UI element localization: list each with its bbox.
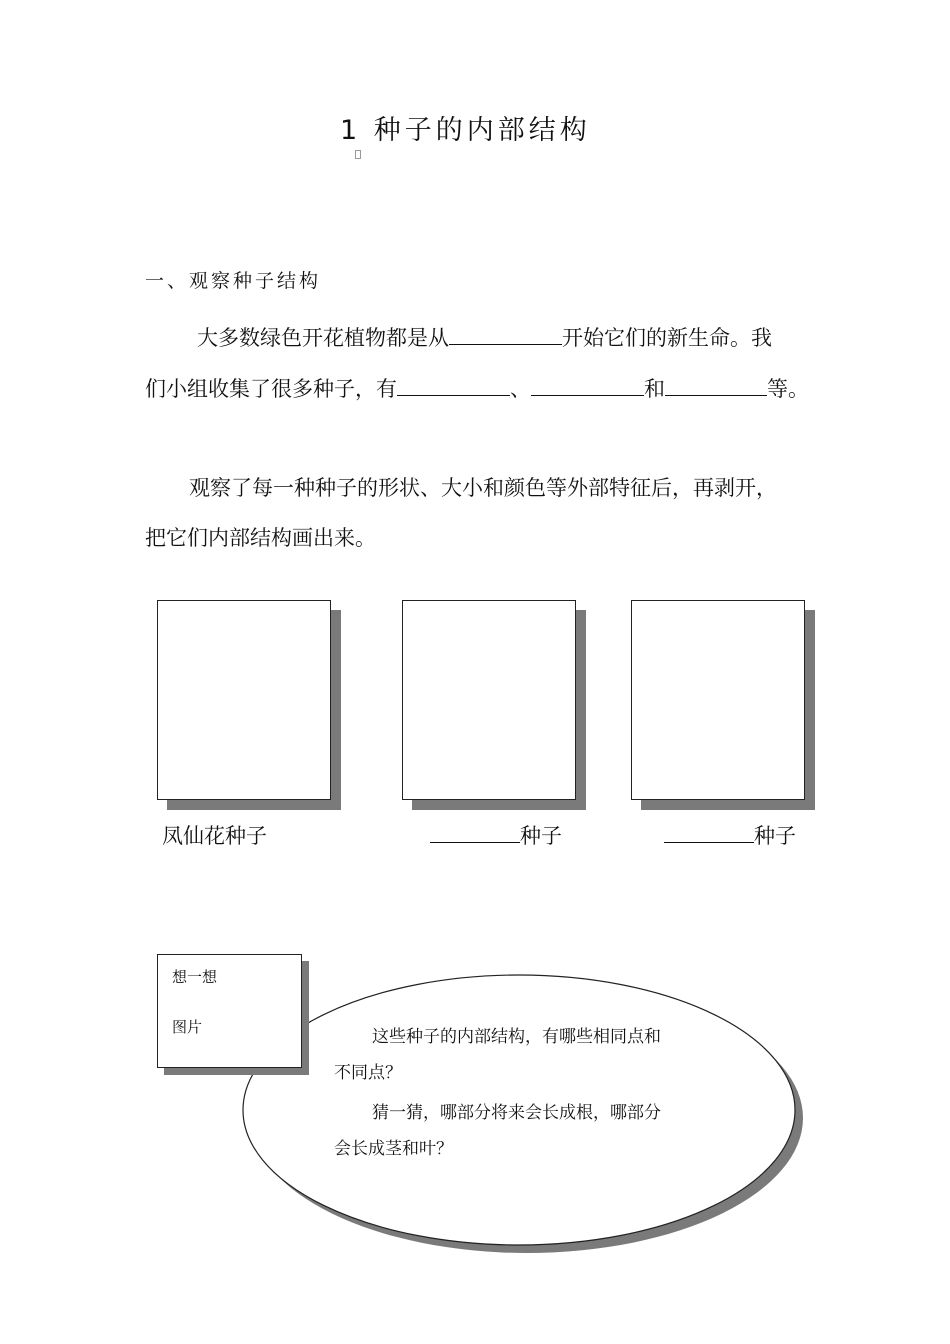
bubble-question2-line1: 猜一猜，哪部分将来会长成根，哪部分 xyxy=(372,1103,661,1123)
paragraph1-text-c: 们小组收集了很多种子，有 xyxy=(145,377,397,402)
bubble-question1-line2: 不同点？ xyxy=(334,1063,402,1083)
fill-blank-1[interactable] xyxy=(449,322,562,345)
paragraph1-text-a: 大多数绿色开花植物都是从 xyxy=(197,326,449,351)
fill-blank-4[interactable] xyxy=(665,373,767,396)
paragraph1-text-d: 等。 xyxy=(767,377,809,402)
caption-3-text: 种子 xyxy=(754,824,796,848)
think-box xyxy=(157,954,302,1068)
think-label: 想一想 xyxy=(172,968,218,986)
separator-and: 和 xyxy=(644,377,665,402)
fill-blank-3[interactable] xyxy=(531,373,644,396)
caption-1: 凤仙花种子 xyxy=(162,824,267,848)
caption-blank-3[interactable] xyxy=(664,820,754,843)
page-title: 1 种子的内部结构 xyxy=(340,115,591,146)
paragraph1-line1 xyxy=(197,322,772,352)
separator-comma: 、 xyxy=(510,377,531,402)
bubble-question2-line2: 会长成茎和叶？ xyxy=(334,1139,453,1159)
bubble-question1-line1: 这些种子的内部结构，有哪些相同点和 xyxy=(372,1027,661,1047)
drawing-box-3[interactable] xyxy=(631,600,805,800)
title-mark xyxy=(355,150,361,159)
caption-blank-2[interactable] xyxy=(430,820,520,843)
paragraph1-line2 xyxy=(145,373,809,403)
paragraph2-line1: 观察了每一种种子的形状、大小和颜色等外部特征后，再剥开， xyxy=(189,476,777,500)
caption-2-text: 种子 xyxy=(520,824,562,848)
paragraph1-text-b: 开始它们的新生命。我 xyxy=(562,326,772,351)
drawing-box-1[interactable] xyxy=(157,600,331,800)
caption-3 xyxy=(664,820,796,850)
paragraph2-line2: 把它们内部结构画出来。 xyxy=(145,526,376,550)
drawing-box-2[interactable] xyxy=(402,600,576,800)
section-label: 一、观察种子结构 xyxy=(145,270,322,292)
fill-blank-2[interactable] xyxy=(397,373,510,396)
caption-2 xyxy=(430,820,562,850)
picture-label: 图片 xyxy=(172,1018,203,1036)
